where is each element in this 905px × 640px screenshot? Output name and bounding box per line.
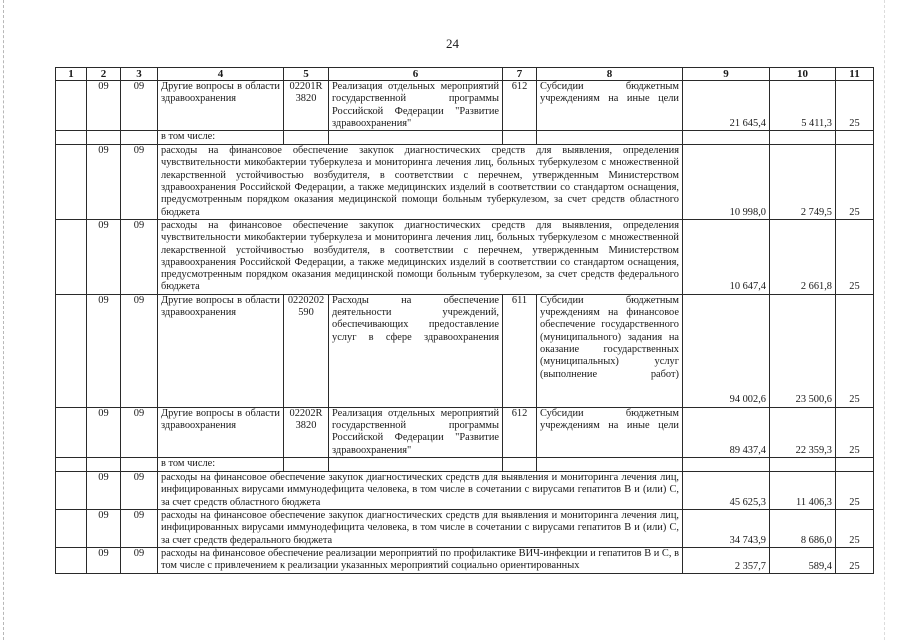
cell-3 [121,131,158,145]
cell-percent: 25 [836,509,874,547]
cell-percent: 25 [836,471,874,509]
table-row [56,509,874,547]
left-margin-line [3,0,4,640]
cell-1 [56,547,87,573]
table-row [56,81,874,131]
cell-6 [329,131,503,145]
cell-percent: 25 [836,81,874,131]
cell-percent: 25 [836,407,874,457]
cell-2 [87,131,121,145]
header-cell: 8 [537,68,683,81]
cell-expense-type: 611 [503,294,537,407]
header-cell: 10 [770,68,836,81]
cell-amount-quarter: 23 500,6 [770,294,836,407]
cell-8 [537,457,683,471]
cell-amount: 21 645,4 [683,81,770,131]
cell-section: 09 [87,145,121,220]
cell-description: расходы на финансовое обеспечение закупок диагностических средств для выявления, определения чувствительности микобактерии туберкулеза и мониторинга лечения лиц, больных туберкулезом с множественной лекарственной устойчивостью возбудителя, в соответствии с перечнем, утвержденным Министерством здравоохранения Российской Федерации, а также медицинских изделий в соответствии со стандартом оснащения, предусмотренным порядком оказания медицинской помощи больным туберкулезом, за счет средств областного бюджета [158,145,683,220]
header-cell: 11 [836,68,874,81]
cell-amount-quarter: 22 359,3 [770,407,836,457]
cell-3 [121,457,158,471]
cell-7 [503,131,537,145]
table-row [56,219,874,294]
cell-amount-quarter: 11 406,3 [770,471,836,509]
cell-1 [56,219,87,294]
cell-percent: 25 [836,145,874,220]
header-cell: 6 [329,68,503,81]
cell-section: 09 [87,294,121,407]
cell-subsection: 09 [121,145,158,220]
cell-percent: 25 [836,294,874,407]
cell-1 [56,457,87,471]
cell-section: 09 [87,509,121,547]
cell-amount: 89 437,4 [683,407,770,457]
cell-amount-quarter: 8 686,0 [770,509,836,547]
budget-table [55,67,874,574]
cell-1 [56,509,87,547]
cell-expense-type: 612 [503,81,537,131]
cell-1 [56,471,87,509]
cell-9 [683,131,770,145]
cell-subsection: 09 [121,509,158,547]
table-row [56,407,874,457]
cell-amount: 2 357,7 [683,547,770,573]
cell-1 [56,131,87,145]
header-cell: 9 [683,68,770,81]
cell-article-name: Расходы на обеспечение деятельности учреждений, обеспечивающих предоставление услуг в сфере здравоохранения [329,294,503,407]
cell-amount: 94 002,6 [683,294,770,407]
cell-percent: 25 [836,547,874,573]
cell-section-name: Другие вопросы в области здравоохранения [158,294,284,407]
cell-2 [87,457,121,471]
cell-section: 09 [87,407,121,457]
cell-amount: 45 625,3 [683,471,770,509]
table-row [56,131,874,145]
cell-expense-name: Субсидии бюджетным учреждениям на иные цели [537,407,683,457]
table-header-row [56,68,874,81]
header-cell: 2 [87,68,121,81]
header-cell: 4 [158,68,284,81]
right-margin-line [884,0,885,640]
cell-section-name: Другие вопросы в области здравоохранения [158,407,284,457]
cell-section: 09 [87,471,121,509]
cell-subtitle: в том числе: [158,131,284,145]
table-row [56,145,874,220]
cell-1 [56,294,87,407]
cell-7 [503,457,537,471]
cell-subsection: 09 [121,294,158,407]
cell-subsection: 09 [121,407,158,457]
cell-target-article: 02201R3820 [284,81,329,131]
cell-10 [770,457,836,471]
cell-5 [284,457,329,471]
cell-percent: 25 [836,219,874,294]
cell-description: расходы на финансовое обеспечение закупок диагностических средств для выявления и мониторинга лечения лиц, инфицированных вирусами иммунодефицита человека, в том числе в сочетании с вирусами гепатитов В и (или) С, за счет средств федерального бюджета [158,509,683,547]
cell-description: расходы на финансовое обеспечение закупок диагностических средств для выявления и мониторинга лечения лиц, инфицированных вирусами иммунодефицита человека, в том числе в сочетании с вирусами гепатитов В и (или) С, за счет средств областного бюджета [158,471,683,509]
cell-amount-quarter: 2 661,8 [770,219,836,294]
header-cell: 5 [284,68,329,81]
cell-subsection: 09 [121,81,158,131]
cell-9 [683,457,770,471]
cell-1 [56,407,87,457]
table-row [56,471,874,509]
cell-amount-quarter: 2 749,5 [770,145,836,220]
table-row [56,294,874,407]
header-cell: 3 [121,68,158,81]
cell-target-article: 02202R3820 [284,407,329,457]
cell-amount: 10 647,4 [683,219,770,294]
cell-10 [770,131,836,145]
cell-amount: 34 743,9 [683,509,770,547]
cell-target-article: 0220202590 [284,294,329,407]
cell-11 [836,131,874,145]
cell-subtitle: в том числе: [158,457,284,471]
cell-1 [56,81,87,131]
cell-expense-name: Субсидии бюджетным учреждениям на иные цели [537,81,683,131]
cell-description: расходы на финансовое обеспечение реализации мероприятий по профилактике ВИЧ-инфекции и гепатитов В и С, в том числе с привлечением к реализации указанных мероприятий социально ориентированных [158,547,683,573]
cell-8 [537,131,683,145]
cell-amount-quarter: 5 411,3 [770,81,836,131]
cell-section: 09 [87,547,121,573]
table-row [56,547,874,573]
cell-subsection: 09 [121,471,158,509]
cell-subsection: 09 [121,547,158,573]
cell-amount: 10 998,0 [683,145,770,220]
table-row [56,457,874,471]
cell-expense-name: Субсидии бюджетным учреждениям на финансовое обеспечение государственного (муниципального) задания на оказание государственных (муниципальных) услуг (выполнение работ) [537,294,683,407]
cell-section-name: Другие вопросы в области здравоохранения [158,81,284,131]
cell-1 [56,145,87,220]
cell-subsection: 09 [121,219,158,294]
cell-article-name: Реализация отдельных мероприятий государственной программы Российской Федерации "Развитие здравоохранения" [329,81,503,131]
cell-article-name: Реализация отдельных мероприятий государственной программы Российской Федерации "Развитие здравоохранения" [329,407,503,457]
header-cell: 7 [503,68,537,81]
header-cell: 1 [56,68,87,81]
cell-expense-type: 612 [503,407,537,457]
cell-11 [836,457,874,471]
cell-section: 09 [87,219,121,294]
cell-6 [329,457,503,471]
cell-amount-quarter: 589,4 [770,547,836,573]
cell-description: расходы на финансовое обеспечение закупок диагностических средств для выявления, определения чувствительности микобактерии туберкулеза и мониторинга лечения лиц, больных туберкулезом с множественной лекарственной устойчивостью возбудителя, в соответствии с перечнем, утвержденным Министерством здравоохранения Российской Федерации, а также медицинских изделий в соответствии со стандартом оснащения, предусмотренным порядком оказания медицинской помощи больным туберкулезом, за счет средств федерального бюджета [158,219,683,294]
page-number: 24 [446,36,459,51]
cell-section: 09 [87,81,121,131]
cell-5 [284,131,329,145]
